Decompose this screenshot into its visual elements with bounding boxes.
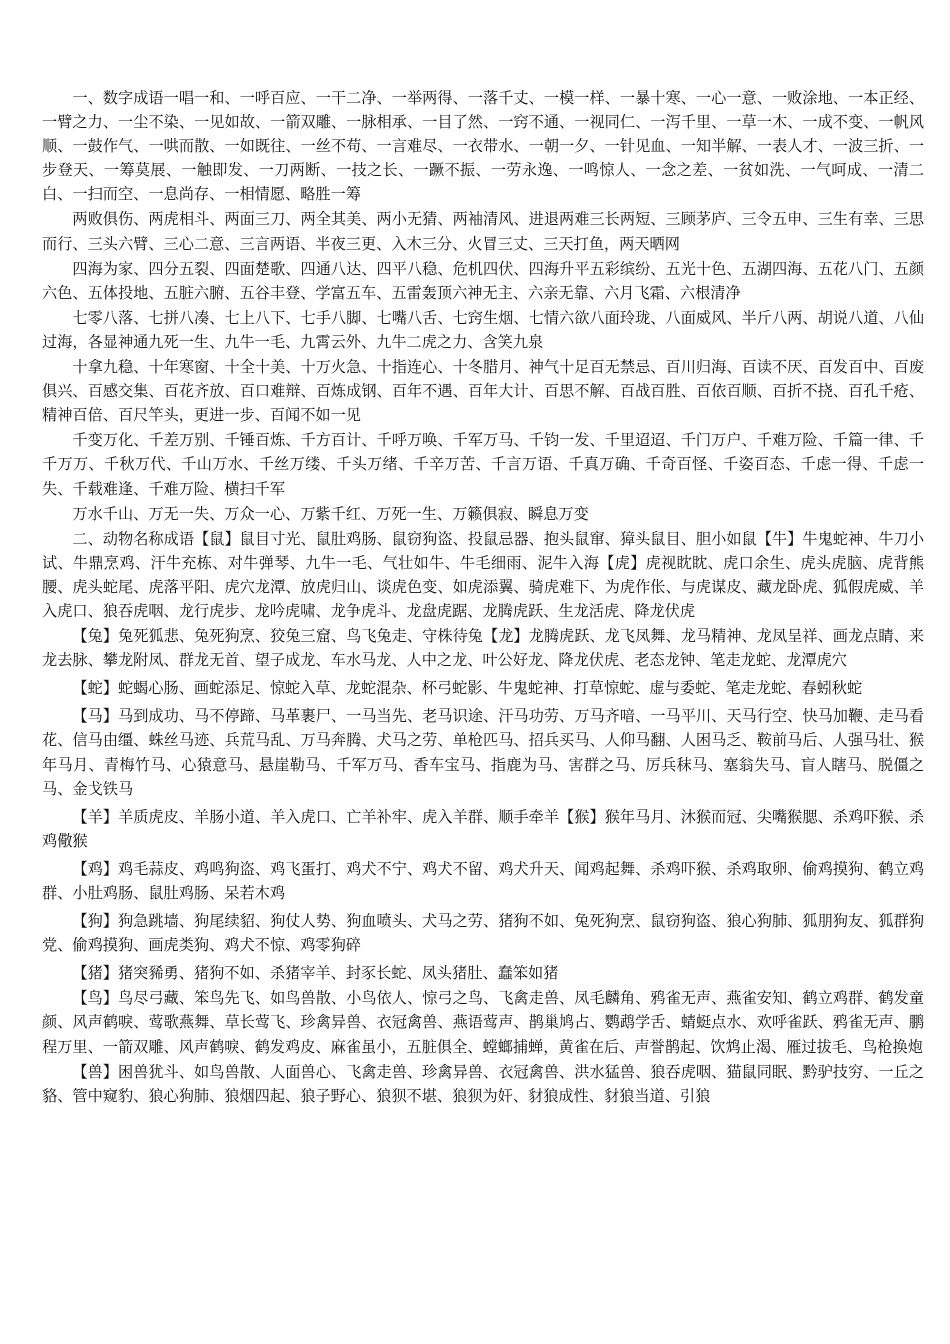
paragraph-animal-idioms-beast: 【兽】困兽犹斗、如鸟兽散、人面兽心、飞禽走兽、珍禽异兽、衣冠禽兽、洪水猛兽、狼吞虎咽、猫鼠同眠、黔驴技穷、一丘之貉、管中窥豹、狼心狗肺、狼烟四起、狼子野心、狼狈不堪、狼狈为奸、豺狼成性、豺狼当道、引狼: [42, 1062, 924, 1105]
paragraph-animal-idioms-rat-ox-tiger: 二、动物名称成语【鼠】鼠目寸光、鼠肚鸡肠、鼠窃狗盗、投鼠忌器、抱头鼠窜、獐头鼠目、胆小如鼠【牛】牛鬼蛇神、牛刀小试、牛鼎烹鸡、汗牛充栋、对牛弹琴、九牛一毛、气壮如牛、牛毛细雨、泥牛入海【虎】虎视眈眈、虎口余生、虎头虎脑、虎背熊腰、虎头蛇尾、虎落平阳、虎穴龙潭、放虎归山、谈虎色变、如虎添翼、骑虎难下、为虎作伥、与虎谋皮、藏龙卧虎、狐假虎威、羊入虎口、狼吞虎咽、龙行虎步、龙吟虎啸、龙争虎斗、龙盘虎踞、龙腾虎跃、生龙活虎、降龙伏虎: [42, 529, 924, 620]
paragraph-animal-idioms-snake: 【蛇】蛇蝎心肠、画蛇添足、惊蛇入草、龙蛇混杂、杯弓蛇影、牛鬼蛇神、打草惊蛇、虚与委蛇、笔走龙蛇、春蚓秋蛇: [72, 679, 863, 698]
paragraph-number-idioms-ten-thousand: 万水千山、万无一失、万众一心、万紫千红、万死一生、万籁俱寂、瞬息万变: [72, 504, 589, 523]
paragraph-number-idioms-two-three: 两败俱伤、两虎相斗、两面三刀、两全其美、两小无猜、两袖清风、进退两难三长两短、三顾茅庐、三令五申、三生有幸、三思而行、三头六臂、三心二意、三言两语、半夜三更、入木三分、火冒三丈、三天打鱼，两天晒网: [42, 210, 924, 253]
paragraph-number-idioms-four-five-six: 四海为家、四分五裂、四面楚歌、四通八达、四平八稳、危机四伏、四海升平五彩缤纷、五光十色、五湖四海、五花八门、五颜六色、五体投地、五脏六腑、五谷丰登、学富五车、五雷轰顶六神无主、六亲无靠、六月飞霜、六根清净: [42, 259, 924, 302]
paragraph-number-idioms-thousand: 千变万化、千差万别、千锤百炼、千方百计、千呼万唤、千军万马、千钧一发、千里迢迢、千门万户、千难万险、千篇一律、千千万万、千秋万代、千山万水、千丝万缕、千头万绪、千辛万苦、千言万语、千真万确、千奇百怪、千姿百态、千虑一得、千虑一失、千载难逢、千难万险、横扫千军: [42, 431, 924, 498]
paragraph-number-idioms-ten-hundred: 十拿九稳、十年寒窗、十全十美、十万火急、十指连心、十冬腊月、神气十足百无禁忌、百川归海、百读不厌、百发百中、百废俱兴、百感交集、百花齐放、百口难辩、百炼成钢、百年不遇、百年大计、百思不解、百战百胜、百依百顺、百折不挠、百孔千疮、精神百倍、百尺竿头，更进一步、百闻不如一见: [42, 358, 924, 425]
paragraph-animal-idioms-pig: 【猪】猪突豨勇、猪狗不如、杀猪宰羊、封豕长蛇、凤头猪肚、蠢笨如猪: [72, 964, 559, 983]
paragraph-animal-idioms-horse: 【马】马到成功、马不停蹄、马革裹尸、一马当先、老马识途、汗马功劳、万马齐喑、一马平川、天马行空、快马加鞭、走马看花、信马由缰、蛛丝马迹、兵荒马乱、万马奔腾、犬马之劳、单枪匹马、招兵买马、人仰马翻、人困马乏、鞍前马后、人强马壮、猴年马月、青梅竹马、心猿意马、悬崖勒马、千军万马、香车宝马、指鹿为马、害群之马、厉兵秣马、塞翁失马、盲人瞎马、脱僵之马、金戈铁马: [42, 707, 924, 798]
paragraph-animal-idioms-rabbit-dragon: 【兔】兔死狐悲、兔死狗烹、狡兔三窟、鸟飞兔走、守株待兔【龙】龙腾虎跃、龙飞凤舞、龙马精神、龙凤呈祥、画龙点睛、来龙去脉、攀龙附凤、群龙无首、望子成龙、车水马龙、人中之龙、叶公好龙、降龙伏虎、老态龙钟、笔走龙蛇、龙潭虎穴: [42, 627, 924, 670]
paragraph-animal-idioms-goat-monkey: 【羊】羊质虎皮、羊肠小道、羊入虎口、亡羊补牢、虎入羊群、顺手牵羊【猴】猴年马月、沐猴而冠、尖嘴猴腮、杀鸡吓猴、杀鸡儆猴: [42, 807, 924, 850]
paragraph-animal-idioms-bird: 【鸟】鸟尽弓藏、笨鸟先飞、如鸟兽散、小鸟依人、惊弓之鸟、飞禽走兽、凤毛麟角、鸦雀无声、燕雀安知、鹤立鸡群、鹤发童颜、风声鹤唳、莺歌燕舞、草长莺飞、珍禽异兽、衣冠禽兽、燕语莺声、鹊巢鸠占、鹦鹉学舌、蜻蜓点水、欢呼雀跃、鸦雀无声、鹏程万里、一箭双雕、风声鹤唳、鹤发鸡皮、麻雀虽小，五脏俱全、螳螂捕蝉，黄雀在后、声誉鹊起、饮鸩止渴、雁过拔毛、鸟枪换炮: [42, 989, 924, 1056]
paragraph-number-idioms-one: 一、数字成语一唱一和、一呼百应、一干二净、一举两得、一落千丈、一模一样、一暴十寒、一心一意、一败涂地、一本正经、一臂之力、一尘不染、一见如故、一箭双雕、一脉相承、一目了然、一窍不通、一视同仁、一泻千里、一草一木、一成不变、一帆风顺、一鼓作气、一哄而散、一如既往、一丝不苟、一言难尽、一衣带水、一朝一夕、一针见血、一知半解、一表人才、一波三折、一步登天、一筹莫展、一触即发、一刀两断、一技之长、一蹶不振、一劳永逸、一鸣惊人、一念之差、一贫如洗、一气呵成、一清二白、一扫而空、一息尚存、一相情愿、略胜一筹: [42, 89, 924, 204]
paragraph-animal-idioms-dog: 【狗】狗急跳墙、狗尾续貂、狗仗人势、狗血喷头、犬马之劳、猪狗不如、兔死狗烹、鼠窃狗盗、狼心狗肺、狐朋狗友、狐群狗党、偷鸡摸狗、画虎类狗、鸡犬不惊、鸡零狗碎: [42, 912, 924, 955]
paragraph-number-idioms-seven-eight-nine: 七零八落、七拼八凑、七上八下、七手八脚、七嘴八舌、七窍生烟、七情六欲八面玲珑、八面威风、半斤八两、胡说八道、八仙过海，各显神通九死一生、九牛一毛、九霄云外、九牛二虎之力、含笑九泉: [42, 308, 924, 351]
paragraph-animal-idioms-chicken: 【鸡】鸡毛蒜皮、鸡鸣狗盗、鸡飞蛋打、鸡犬不宁、鸡犬不留、鸡犬升天、闻鸡起舞、杀鸡吓猴、杀鸡取卵、偷鸡摸狗、鹤立鸡群、小肚鸡肠、鼠肚鸡肠、呆若木鸡: [42, 859, 924, 902]
